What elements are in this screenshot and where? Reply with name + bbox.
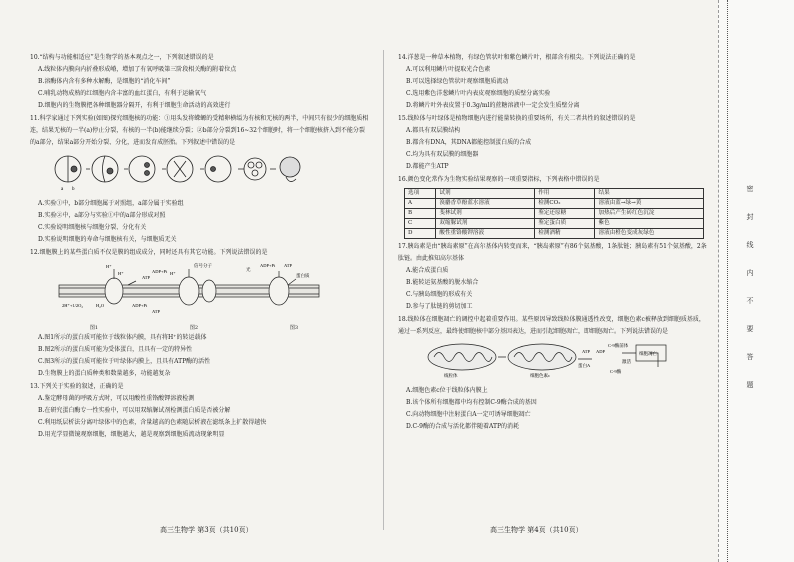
fig18-text-adp: ADP <box>596 349 606 354</box>
table-cell: 溴麝香草酚蓝水溶液 <box>436 199 535 209</box>
right-column <box>398 52 708 434</box>
fig12-text-2h: 2H⁺+1/2O₂ <box>62 303 83 308</box>
question-11-figure <box>50 151 370 196</box>
fig12-text-h3: H⁺ <box>170 271 176 276</box>
fig12-text-adp3: ADP+Pi <box>260 263 276 268</box>
fig18-text-mito: 线粒体 <box>444 373 458 378</box>
question-14-option-a: A.可以利用鳞片叶提取光合色素 <box>406 66 491 73</box>
question-10-option-c: C.哺乳动物成熟的红细胞内含丰富的血红蛋白，有利于运输氧气 <box>38 90 207 97</box>
question-16-table <box>404 188 704 239</box>
column-divider <box>383 50 384 530</box>
question-10-option-d: D.细胞内的生物膜把各种细胞器分隔开，有利于细胞生命活动的高效进行 <box>38 102 231 109</box>
fig12-text-atp3: ATP <box>284 263 293 268</box>
question-15-option-d: D.都能产生ATP <box>406 163 449 170</box>
binding-char: 密 <box>746 185 754 193</box>
table-cell: 酸性重铬酸钾溶液 <box>436 229 535 239</box>
binding-char: 线 <box>746 241 754 249</box>
table-cell: 溶液由蓝→绿→黄 <box>595 199 704 209</box>
table-row <box>405 209 704 219</box>
question-11 <box>30 113 370 246</box>
table-cell: A <box>405 199 436 209</box>
apoptosis-pathway-diagram <box>422 339 682 379</box>
binding-char: 封 <box>746 213 754 221</box>
fig18-text-c9: C-9酶 <box>610 369 622 374</box>
question-18-option-b: B.该个体所有细胞都中均有控制C-9酶合成的基因 <box>406 399 537 406</box>
question-10-option-b: B.溶酶体内含有多种水解酶，是细胞的“消化车间” <box>38 78 171 85</box>
question-12-option-d: D.生物膜上的蛋白质种类和数量越多，功能越复杂 <box>38 370 171 377</box>
question-14-stem: 14.洋葱是一种草本植物，有绿色管状叶和紫色鳞片叶，根部含有根尖。下列说法正确的是 <box>398 54 636 61</box>
left-column <box>30 52 370 442</box>
question-17-option-c: C.与胰岛细胞的形成有关 <box>406 291 473 298</box>
table-header-cell: 试剂 <box>436 189 535 199</box>
question-17-option-d: D.参与了肽链的剪切加工 <box>406 303 473 310</box>
question-11-option-d: D.实验说明细胞的寿命与细胞核有关，与细胞质无关 <box>38 236 177 243</box>
table-cell: 溶液由橙色变成灰绿色 <box>595 229 704 239</box>
question-16-stem: 16.颜色变化常作为生物实验结果观察的一项重要指标，下列表格中错误的是 <box>398 176 600 183</box>
fig11-label-b: b <box>72 187 75 191</box>
fig12-text-protein: 蛋白质 <box>296 273 310 278</box>
question-13-option-a: A.鉴定酵母菌的呼吸方式时，可以用酸性重铬酸钾溶液检测 <box>38 395 195 402</box>
fig12-text-atp1: ATP <box>152 309 161 314</box>
question-17-stem: 17.胰岛素是由“胰岛素原”在高尔基体内转变而来，“胰岛素原”有86个氨基酸，1条肽链；胰岛素有51个氨基酸，2条肽链。由此推知高尔基体 <box>398 243 707 262</box>
question-12-option-a: A.图1所示的蛋白质可能位于线粒体内膜，具有将H⁺的转运载体 <box>38 334 207 341</box>
table-cell: 检测CO₂ <box>535 199 595 209</box>
question-14 <box>398 52 708 112</box>
question-10-stem: 10.“结构与功能相适应”是生物学的基本观点之一，下列叙述错误的是 <box>30 54 214 61</box>
question-14-option-b: B.可以选择绿色管状叶观察细胞质流动 <box>406 78 509 85</box>
question-17-option-a: A.能合成蛋白质 <box>406 267 449 274</box>
table-cell: 检测酒精 <box>535 229 595 239</box>
question-17 <box>398 241 708 313</box>
question-10 <box>30 52 370 112</box>
binding-notice <box>743 175 757 399</box>
question-18-option-a: A.细胞色素c位于线粒体内膜上 <box>406 387 488 394</box>
table-header-cell: 作用 <box>535 189 595 199</box>
question-13-option-d: D.用光学显微镜观察细胞，细胞越大，越是观察到细胞质流动现象明显 <box>38 431 225 438</box>
binding-dotted-line <box>727 0 728 562</box>
question-15-stem: 15.线粒体与叶绿体是植物细胞内进行能量转换的重要场所，有关二者共性的叙述错误的是 <box>398 115 636 122</box>
question-11-option-c: C.实验说明细胞核与细胞分裂、分化有关 <box>38 224 147 231</box>
question-11-option-b: B.实验②中，a部分与实验①中的a部分形成对照 <box>38 212 166 219</box>
question-12-option-c: C.图3所示的蛋白质可能位于叶绿体内膜上，且具有ATP酶的活性 <box>38 358 211 365</box>
question-12 <box>30 247 370 380</box>
fig12-text-signal: 信号分子 <box>194 263 212 268</box>
binding-char: 题 <box>746 381 754 389</box>
question-12-stem: 12.细胞膜上的某些蛋白质不仅是膜的组成成分，同时还具有其它功能。下列说法错误的是 <box>30 249 268 256</box>
fig12-text-light: 光 <box>246 267 251 272</box>
fig18-text-cytc: 细胞色素c <box>530 373 550 378</box>
question-12-figure <box>44 261 370 332</box>
fig12-text-h1: H⁺ <box>106 264 112 269</box>
question-18-option-d: D.C-9酶的合成与活化都伴随着ATP的消耗 <box>406 423 519 430</box>
page-footer-right: 高三生物学 第4页（共10页） <box>490 526 583 534</box>
table-cell: B <box>405 209 436 219</box>
question-18-figure <box>422 339 708 384</box>
table-row <box>405 219 704 229</box>
table-header-cell: 结果 <box>595 189 704 199</box>
fig18-text-activate: 激活 <box>622 359 631 364</box>
table-header-cell: 选项 <box>405 189 436 199</box>
fig18-text-proteinA: 蛋白A <box>578 363 591 368</box>
fig12-caption-3: 图3 <box>289 325 299 331</box>
fig12-text-adp2: ADP+Pi <box>152 269 168 274</box>
question-18 <box>398 314 708 433</box>
question-16 <box>398 174 708 239</box>
question-15-option-a: A.都具有双层膜结构 <box>406 127 461 134</box>
question-11-option-a: A.实验①中，b部分细胞属于对照组，a部分属于实验组 <box>38 200 184 207</box>
binding-char: 内 <box>746 269 754 277</box>
membrane-protein-diagram <box>44 261 344 319</box>
question-14-option-c: C.选用紫色洋葱鳞片叶内表皮观察细胞的质壁分离实验 <box>406 90 551 97</box>
question-18-stem: 18.线粒体在细胞凋亡的调控中起着重要作用。某些原因导致线粒体膜通透性改变，细胞色素c被释放到细胞质基质，通过一系列反应，最终使细胞核中部分基因表达，进而引起细胞凋亡，即细胞凋亡。下列说法错误的是 <box>398 316 705 335</box>
table-cell: 加热后产生砖红色沉淀 <box>595 209 704 219</box>
fig18-text-c9pre: C-9酶前体 <box>608 343 629 348</box>
table-cell: 斐林试剂 <box>436 209 535 219</box>
question-14-option-d: D.将鳞片叶外表皮置于0.3g/ml的蔗糖溶液中一定会发生质壁分离 <box>406 102 580 109</box>
fig12-caption-2: 图2 <box>189 325 199 331</box>
binding-char: 要 <box>746 325 754 333</box>
table-cell: 紫色 <box>595 219 704 229</box>
table-row <box>405 229 704 239</box>
question-11-stem: 11.科学家通过下列实验(如图)探究细胞核的功能：①用头发将蝾螈的受精卵横缢为有核和无核的两半，中间只有很少的细胞质相连，结果无核的一半(a)停止分裂，有核的一半(b)能继续分裂；②b部分分裂到16~32个细胞时，将一个细胞核挤入到不能分裂的a部分，结果a部分开始分裂、分化，进而发育成胚胎。下列叙述中错误的是 <box>30 115 369 146</box>
fig12-text-h2o: H₂O <box>96 303 105 308</box>
question-13-option-c: C.利用纸层析法分离叶绿体中的色素，含量越高的色素随层析液在滤纸条上扩散得越快 <box>38 419 267 426</box>
binding-char: 答 <box>746 353 754 361</box>
table-cell: 双缩脲试剂 <box>436 219 535 229</box>
fig18-text-atp: ATP <box>582 349 591 354</box>
table-cell: 鉴定还原糖 <box>535 209 595 219</box>
fig11-label-a: a <box>61 187 64 191</box>
table-header-row <box>405 189 704 199</box>
question-13 <box>30 381 370 441</box>
fig12-captions <box>44 324 344 332</box>
fig12-text-atp2: ATP <box>142 275 151 280</box>
table-cell: 鉴定蛋白质 <box>535 219 595 229</box>
table-cell: C <box>405 219 436 229</box>
page-footer-left: 高三生物学 第3页（共10页） <box>160 526 253 534</box>
binding-sidebar <box>718 0 794 562</box>
fig12-text-adp1: ADP+Pi <box>132 303 148 308</box>
fig12-text-h2: H⁺ <box>118 271 124 276</box>
question-10-option-a: A.线粒体内膜向内折叠形成嵴，增加了有氧呼吸第三阶段相关酶的附着位点 <box>38 66 237 73</box>
question-15-option-b: B.都含有DNA，其DNA都能控制蛋白质的合成 <box>406 139 532 146</box>
question-13-option-b: B.在研究蛋白酶专一性实验中，可以用双缩脲试剂检测蛋白质是否被分解 <box>38 407 231 414</box>
question-13-stem: 13.下列关于实验的叙述，正确的是 <box>30 383 124 390</box>
table-cell: D <box>405 229 436 239</box>
question-17-option-b: B.能转运氨基酸的脱水缩合 <box>406 279 479 286</box>
binding-char: 不 <box>746 297 754 305</box>
fig18-text-apoptosis: 细胞凋亡 <box>639 351 657 356</box>
table-row <box>405 199 704 209</box>
fig12-caption-1: 图1 <box>89 325 99 331</box>
question-18-option-c: C.向动物细胞中注射蛋白A一定可诱导细胞凋亡 <box>406 411 531 418</box>
question-15 <box>398 113 708 173</box>
question-15-option-c: C.均为具有双层膜的细胞器 <box>406 151 479 158</box>
question-12-option-b: B.图2所示的蛋白质可能为受体蛋白，且具有一定的特异性 <box>38 346 193 353</box>
newt-egg-diagram <box>50 151 310 191</box>
